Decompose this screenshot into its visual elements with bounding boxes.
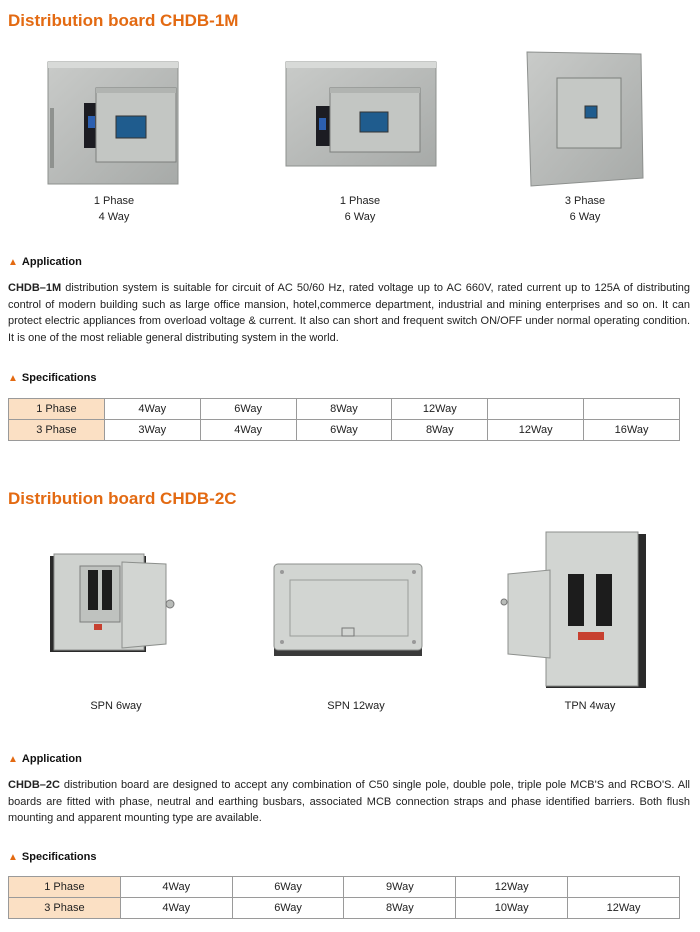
product-caption-line1: SPN 12way	[327, 700, 385, 712]
product-caption-5	[276, 698, 436, 714]
product-caption-line1: 1 Phase	[339, 195, 381, 207]
application-text-1	[8, 280, 690, 346]
spec-table-2	[8, 876, 680, 919]
table-cell: 8Way	[344, 898, 456, 919]
table-cell: 8Way	[296, 399, 392, 420]
table-cell: 1 Phase	[9, 399, 105, 420]
table-cell: 6Way	[200, 399, 296, 420]
table-cell: 3 Phase	[9, 420, 105, 441]
product-caption-line2: 6 Way	[569, 211, 601, 223]
product-caption-6	[510, 698, 670, 714]
table-cell: 12Way	[392, 399, 488, 420]
product-caption-line2: 6 Way	[344, 211, 376, 223]
triangle-icon: ▲	[8, 257, 18, 268]
application-lead: CHDB–2C	[8, 779, 60, 791]
table-row	[9, 877, 680, 898]
table-cell	[488, 399, 584, 420]
product-caption-3	[505, 193, 665, 225]
application-heading-label: Application	[21, 753, 82, 765]
product-image-tpn-4way	[500, 530, 648, 690]
table-cell: 9Way	[344, 877, 456, 898]
table-cell: 6Way	[296, 420, 392, 441]
product-caption-line1: TPN 4way	[564, 700, 616, 712]
application-heading-label: Application	[21, 256, 82, 268]
product-caption-line2: 4 Way	[98, 211, 130, 223]
table-row	[9, 399, 680, 420]
table-cell	[584, 399, 680, 420]
spec-table-1	[8, 398, 680, 441]
table-row	[9, 898, 680, 919]
table-cell: 3 Phase	[9, 898, 121, 919]
table-cell: 4Way	[200, 420, 296, 441]
section1-title: Distribution board CHDB-1M	[8, 11, 239, 30]
table-cell: 16Way	[584, 420, 680, 441]
table-cell: 4Way	[104, 399, 200, 420]
application-lead: CHDB–1M	[8, 282, 62, 294]
table-cell: 3Way	[104, 420, 200, 441]
table-cell: 1 Phase	[9, 877, 121, 898]
spec-heading-label: Specifications	[21, 851, 97, 863]
spec-heading-label: Specifications	[21, 372, 97, 384]
product-image-spn-6way	[44, 548, 182, 658]
table-cell: 12Way	[456, 877, 568, 898]
product-image-1phase-6way	[282, 58, 440, 170]
table-cell: 12Way	[568, 898, 680, 919]
product-caption-line1: 1 Phase	[93, 195, 135, 207]
application-heading-1	[8, 256, 82, 268]
table-cell: 10Way	[456, 898, 568, 919]
table-cell: 4Way	[120, 898, 232, 919]
table-cell: 6Way	[232, 877, 344, 898]
product-caption-2	[280, 193, 440, 225]
table-cell: 6Way	[232, 898, 344, 919]
product-image-3phase-6way	[523, 48, 649, 190]
triangle-icon: ▲	[8, 373, 18, 384]
table-cell: 12Way	[488, 420, 584, 441]
product-caption-4	[36, 698, 196, 714]
product-image-1phase-4way	[44, 58, 182, 188]
application-body: distribution system is suitable for circuit of AC 50/60 Hz, rated voltage up to AC 660V, rated current up to 125A of distributing control of modern building such as large office mansion, hotel,commerce department, industrial and mining enterprises and so on. It can protect electric appliances from overload voltage & current. It also can short and frequent switch ON/OFF under normal operating condition. It is one of the most reliable general distributing system in the world.	[8, 282, 690, 344]
application-heading-2	[8, 753, 82, 765]
spec-heading-1	[8, 372, 96, 384]
spec-heading-2	[8, 851, 96, 863]
section2-title: Distribution board CHDB-2C	[8, 489, 237, 508]
application-body: distribution board are designed to accept any combination of C50 single pole, double pole, triple pole MCB'S and RCBO'S. All boards are fitted with phase, neutral and earthing busbars, associated MCB connection straps and phase identified barriers. Both flush mounting and apparent mounting type are available.	[8, 779, 690, 824]
product-caption-line1: SPN 6way	[90, 700, 142, 712]
product-caption-1	[34, 193, 194, 225]
table-row	[9, 420, 680, 441]
product-image-spn-12way	[272, 562, 424, 658]
table-cell: 8Way	[392, 420, 488, 441]
application-text-2	[8, 777, 690, 827]
table-cell	[568, 877, 680, 898]
product-caption-line1: 3 Phase	[564, 195, 606, 207]
table-cell: 4Way	[120, 877, 232, 898]
triangle-icon: ▲	[8, 852, 18, 863]
triangle-icon: ▲	[8, 754, 18, 765]
